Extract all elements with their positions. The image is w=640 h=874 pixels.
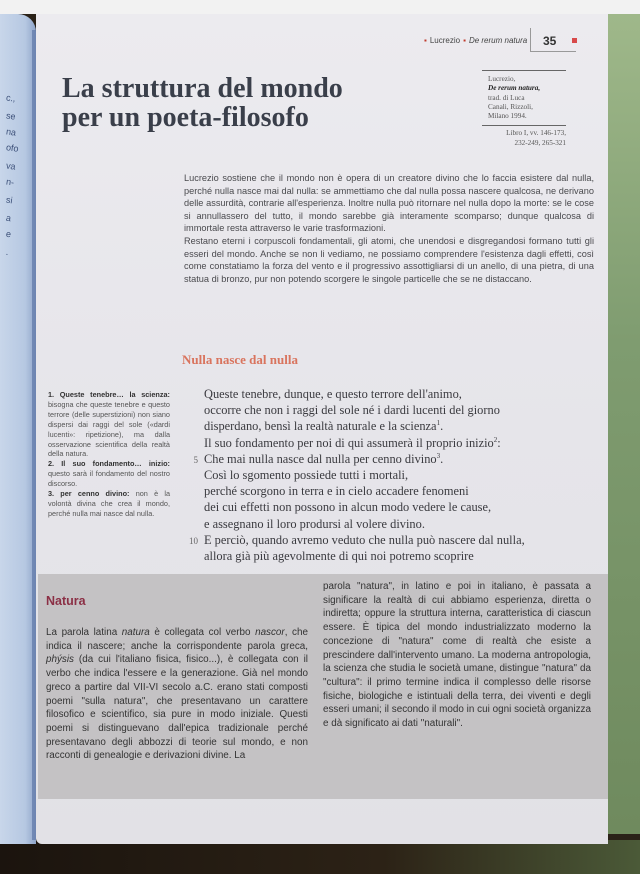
title-line-1: La struttura del mondo: [62, 73, 343, 104]
line-number: 5: [193, 454, 198, 465]
footnote-label: 1. Queste tenebre… la scienza:: [48, 390, 170, 399]
source-place-year: Milano 1994.: [488, 112, 527, 121]
prev-page-fragment: si: [5, 194, 14, 206]
box-text: , che indica il nascere; anche la corrispondente parola greca,: [46, 627, 308, 652]
footnote-3: [48, 489, 170, 519]
verse-text: Che mai nulla nasce dal nulla per cenno divino: [204, 451, 437, 466]
box-text: La parola latina: [46, 627, 122, 638]
box-title: Natura: [46, 594, 86, 608]
source-details: [482, 71, 566, 125]
bullet-icon: ▪: [463, 36, 466, 45]
background-table: [0, 840, 640, 874]
page-marker-icon: [572, 38, 577, 43]
verse-line: [189, 532, 604, 548]
prev-page-fragment: n-: [5, 176, 15, 188]
intro-paragraph-2: Restano eterni i corpuscoli fondamentali, gli atomi, che unendosi e disgregandosi formano tutti gli esseri del mondo. Anche se non li vediamo, ne possiamo comprendere l'esistenza dagli effetti, così come constatiamo la forza del vento e il progressivo assottigliarsi di un anello, di una pietra, di una statua di bronzo, pur non potendo scorgere le singole particelle che se ne distaccano.: [184, 235, 594, 284]
background-foliage: [605, 14, 640, 834]
source-work: De rerum natura,: [488, 84, 541, 93]
verse-text: occorre che non i raggi del sole né i dardi lucenti del giorno: [204, 403, 500, 418]
verse-line: [204, 467, 604, 483]
prev-page-fragment: se: [5, 110, 17, 122]
footnote-text: questo sarà il fondamento del nostro discorso.: [48, 469, 170, 489]
box-italic-term: natura: [121, 627, 150, 638]
verse-line: [204, 548, 604, 564]
footnotes: [48, 390, 170, 519]
footnote-ref: 3: [436, 451, 441, 460]
box-column-2: parola "natura", in latino e poi in italiano, è passata a significare la realtà di cui abbiamo esperienza, diretta o indiretta; oppure la struttura interna, caratteristica di ciascun essere. È tipica del mondo industrializzato moderno la concezione di "natura" come di realtà che esiste a prescindere dall'intervento umano. La moderna antropologia, la scienza che studia le società umane, distingue "natura" da "cultura": il primo termine indica il complesso delle risorse fisiche, biologiche e istintuali della terra, dei viventi e degli esseri umani; il secondo il modo in cui ogni società organizza e dà significato ai dati "naturali".: [323, 581, 591, 730]
verse-line: [204, 516, 604, 532]
page-title: [62, 74, 422, 132]
prev-page-fragment: a: [5, 212, 12, 224]
section-heading: Nulla nasce dal nulla: [182, 352, 298, 367]
footnote-ref: 2: [493, 435, 498, 444]
verse-line: [204, 499, 604, 515]
footnote-text: non è la volontà divina che crea il mondo, perché nulla mai nasce dal nulla.: [48, 489, 171, 518]
verse-line: [204, 402, 604, 418]
box-column-1: [46, 626, 308, 763]
bullet-icon: ▪: [424, 36, 427, 45]
verse-text: e assegnano il loro prodursi al volere divino.: [204, 516, 425, 531]
verse-text: Così lo sgomento possiede tutti i mortali,: [204, 468, 409, 483]
background-top: [0, 0, 640, 14]
prev-page-fragment: ofo: [5, 142, 20, 154]
punctuation: .: [440, 451, 444, 466]
running-head-work: De rerum natura: [468, 36, 528, 45]
source-citation: [482, 70, 566, 148]
footnote-label: 2. Il suo fondamento… inizio:: [48, 459, 170, 469]
box-italic-term: nascor: [255, 627, 285, 638]
verse-line: [193, 451, 604, 467]
footnote-ref: 1: [436, 419, 441, 428]
title-line-2: per un poeta-filosofo: [62, 102, 309, 133]
prev-page-fragment: va: [5, 160, 17, 172]
verse-line: [204, 418, 604, 434]
punctuation: .: [440, 419, 444, 434]
introduction: [184, 172, 594, 285]
previous-page-edge: [0, 14, 36, 844]
footnote-label: 3. per cenno divino:: [48, 489, 130, 499]
source-translator: trad. di Luca: [488, 93, 525, 102]
footnote-text: bisogna che queste tenebre e questo terrore (delle superstizioni) non siano dispersi dai raggi del sole («dardi lucenti»: ripetizione), ma dalla osservazione scientifica della realtà della natura.: [48, 399, 170, 459]
natura-sidebar-box: [38, 574, 608, 799]
footnote-1: [48, 390, 170, 459]
box-italic-term: phýsis: [46, 654, 74, 666]
verse-line: [204, 386, 604, 402]
source-reference: [482, 126, 566, 148]
prev-page-fragment: .: [5, 246, 10, 258]
source-ref-line-2: 232-249, 265-321: [514, 138, 566, 147]
source-publisher: Canali, Rizzoli,: [488, 102, 533, 111]
book-page: [36, 14, 608, 844]
running-head-author: Lucrezio: [429, 36, 461, 45]
source-author: Lucrezio,: [488, 75, 516, 83]
prev-page-fragment: c.,: [5, 92, 17, 104]
footnote-2: [48, 459, 170, 489]
verse-text: E perciò, quando avremo veduto che nulla può nascere dal nulla,: [204, 532, 525, 547]
poem-verses: [189, 386, 604, 564]
box-text: (da cui l'italiano fisica, fisico...), è collegata con il verbo che indica l'essere e la generazione. Già nel mondo greco a partire dal VII-VI secolo a.C. erano stati composti poemi "sulla natura", che presentavano un carattere filosofico e scientifico, sia pure in modo iniziale. Questi poemi si distinguevano dall'epica tradizionale perché presentavano degli abbozzi di teorie sul mondo, e non racconti di genealogie e derivazioni divine. La: [46, 654, 308, 762]
prev-page-fragment: na: [5, 126, 17, 138]
verse-text: allora già più agevolmente di qui noi potremo scoprire: [204, 549, 474, 564]
box-text: è collegata col verbo: [149, 627, 256, 638]
prev-page-fragment: e: [5, 228, 12, 240]
verse-line: [204, 483, 604, 499]
verse-text: disperdano, bensì la realtà naturale e la scienza: [204, 419, 437, 434]
verse-line: [204, 435, 604, 451]
punctuation: :: [497, 435, 501, 450]
verse-text: dei cui effetti non possono in alcun modo vedere le cause,: [204, 500, 492, 515]
verse-text: perché scorgono in terra e in cielo accadere fenomeni: [204, 484, 469, 499]
line-number: 10: [189, 535, 198, 546]
verse-text: Il suo fondamento per noi di qui assumerà il proprio inizio: [204, 435, 494, 450]
running-head: [421, 36, 527, 45]
source-ref-line-1: Libro I, vv. 146-173,: [506, 129, 566, 138]
verse-text: Queste tenebre, dunque, e questo terrore dell'animo,: [204, 387, 462, 401]
page-number: 35: [543, 34, 557, 48]
intro-paragraph-1: Lucrezio sostiene che il mondo non è opera di un creatore divino che lo faccia esistere dal nulla, perché nulla nasce mai dal nulla: se ammettiamo che dal nulla possa nascere qualcosa, ne derivano delle assurdità, contrarie all'esperienza. Inoltre nulla può ritornare nel nulla dopo la morte: se le cose si annullassero del tutto, il mondo sarebbe già interamente scomparso; dunque qualcosa di immortale resta attraverso le varie trasformazioni.: [184, 173, 594, 234]
